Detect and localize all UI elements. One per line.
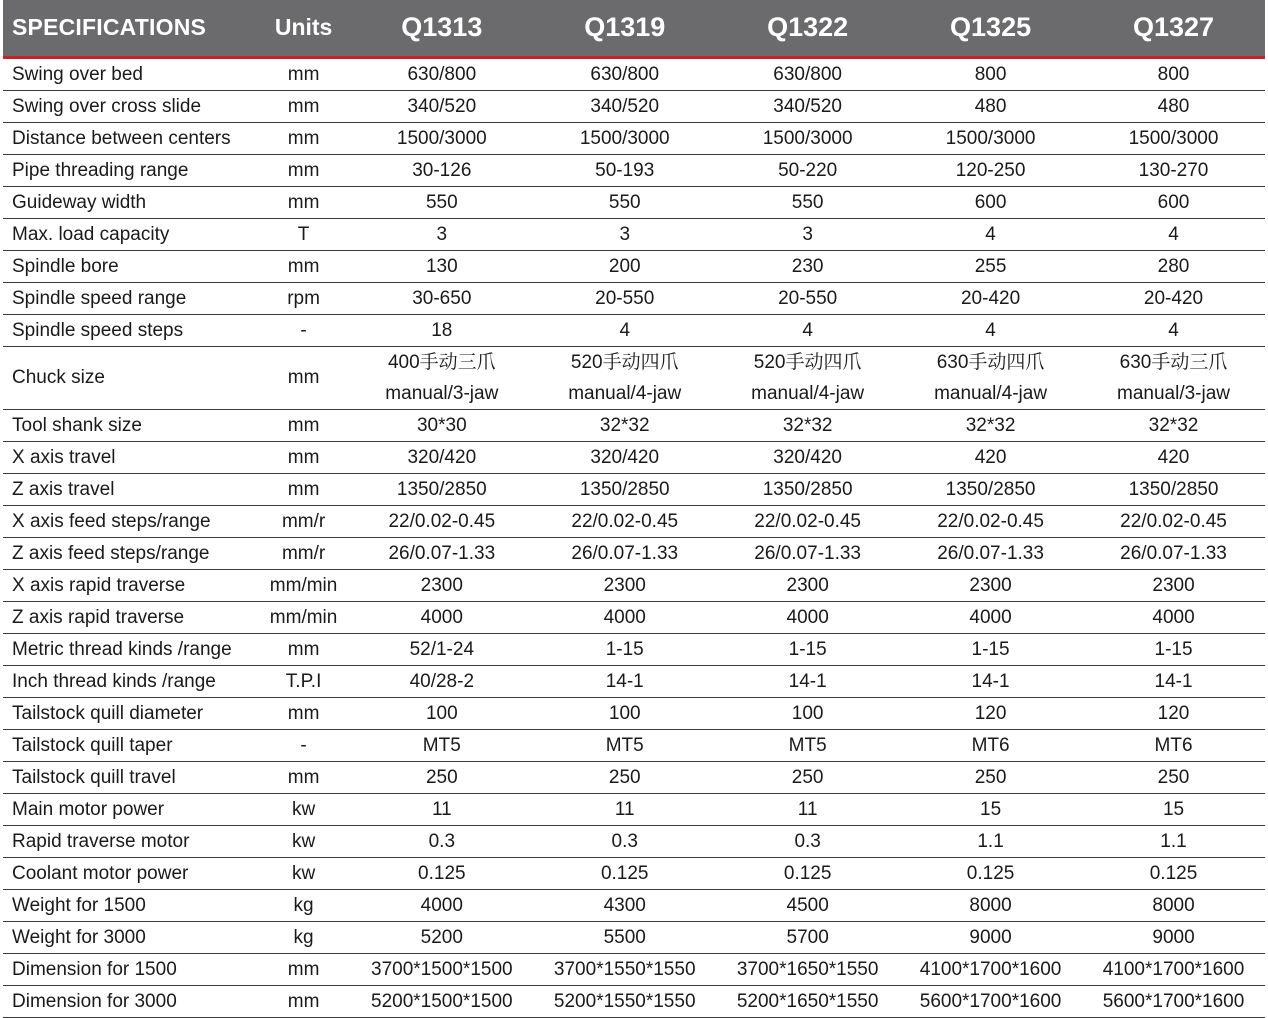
spec-value-cell: 100 — [350, 697, 533, 729]
spec-value-cell: 480 — [899, 90, 1082, 122]
header-model: Q1322 — [716, 0, 899, 57]
spec-value-cell: 1-15 — [899, 633, 1082, 665]
spec-value-cell: 1350/2850 — [1082, 473, 1265, 505]
spec-unit-cell: mm — [257, 473, 351, 505]
spec-value-line: 520手动四爪 — [753, 351, 862, 373]
spec-value-cell: 130-270 — [1082, 154, 1265, 186]
spec-name-cell: Spindle speed range — [3, 282, 257, 314]
spec-unit-cell: mm — [257, 57, 351, 90]
spec-value-line: manual/4-jaw — [568, 382, 682, 404]
spec-name-cell: Spindle bore — [3, 250, 257, 282]
spec-name-cell: X axis feed steps/range — [3, 505, 257, 537]
spec-value-cell: 1500/3000 — [1082, 122, 1265, 154]
spec-value-cell: 5200*1550*1550 — [533, 985, 716, 1017]
spec-unit-cell: mm — [257, 633, 351, 665]
header-model: Q1327 — [1082, 0, 1265, 57]
spec-value-cell: 800 — [899, 57, 1082, 90]
spec-unit-cell: kw — [257, 793, 351, 825]
spec-value-cell: 50-193 — [533, 154, 716, 186]
table-row — [3, 441, 1265, 473]
spec-value-cell: 0.125 — [1082, 857, 1265, 889]
spec-value-cell: 3 — [350, 218, 533, 250]
spec-value-cell: 420 — [899, 441, 1082, 473]
table-row — [3, 250, 1265, 282]
spec-value-cell: 1500/3000 — [533, 122, 716, 154]
spec-value-cell: 800 — [1082, 57, 1265, 90]
spec-value-cell: 1500/3000 — [716, 122, 899, 154]
spec-value-cell: 3 — [716, 218, 899, 250]
table-row — [3, 122, 1265, 154]
spec-value-cell: 14-1 — [1082, 665, 1265, 697]
spec-value-cell: 9000 — [1082, 921, 1265, 953]
spec-value-cell: 8000 — [899, 889, 1082, 921]
header-specifications: SPECIFICATIONS — [3, 0, 257, 57]
spec-value-cell: 5500 — [533, 921, 716, 953]
spec-value-cell: 130 — [350, 250, 533, 282]
table-row — [3, 825, 1265, 857]
spec-value-cell: 5600*1700*1600 — [899, 985, 1082, 1017]
table-header — [3, 0, 1265, 57]
spec-unit-cell: kg — [257, 921, 351, 953]
spec-name-cell: Z axis feed steps/range — [3, 537, 257, 569]
spec-unit-cell: mm/r — [257, 505, 351, 537]
spec-name-cell: Dimension for 1500 — [3, 953, 257, 985]
spec-name-cell: Chuck size — [3, 346, 257, 409]
spec-value-cell: 250 — [899, 761, 1082, 793]
spec-name-cell: Tailstock quill taper — [3, 729, 257, 761]
spec-name-cell: Weight for 3000 — [3, 921, 257, 953]
spec-value-cell: 250 — [716, 761, 899, 793]
spec-value-cell: 30-650 — [350, 282, 533, 314]
spec-value-cell: 18 — [350, 314, 533, 346]
spec-value-cell: 40/28-2 — [350, 665, 533, 697]
spec-value-cell: 32*32 — [1082, 409, 1265, 441]
spec-unit-cell: rpm — [257, 282, 351, 314]
spec-value-cell: 5600*1700*1600 — [1082, 985, 1265, 1017]
spec-value-cell: 50-220 — [716, 154, 899, 186]
spec-name-cell: Inch thread kinds /range — [3, 665, 257, 697]
table-row — [3, 857, 1265, 889]
spec-name-cell: Spindle speed steps — [3, 314, 257, 346]
spec-value-cell — [350, 346, 533, 409]
spec-value-cell: 14-1 — [899, 665, 1082, 697]
spec-value-cell: 255 — [899, 250, 1082, 282]
spec-unit-cell: mm — [257, 985, 351, 1017]
spec-value-cell: 550 — [716, 186, 899, 218]
spec-unit-cell: mm/r — [257, 537, 351, 569]
spec-unit-cell: mm — [257, 346, 351, 409]
table-row — [3, 409, 1265, 441]
table-row — [3, 90, 1265, 122]
spec-name-cell: X axis rapid traverse — [3, 569, 257, 601]
spec-value-cell: MT5 — [350, 729, 533, 761]
spec-name-cell: Metric thread kinds /range — [3, 633, 257, 665]
spec-value-cell: 15 — [899, 793, 1082, 825]
spec-name-cell: Tailstock quill travel — [3, 761, 257, 793]
spec-value-cell: 4 — [1082, 314, 1265, 346]
header-model: Q1325 — [899, 0, 1082, 57]
spec-value-cell: 2300 — [1082, 569, 1265, 601]
spec-value-cell: 0.125 — [716, 857, 899, 889]
spec-value-cell: 120-250 — [899, 154, 1082, 186]
spec-unit-cell: mm — [257, 154, 351, 186]
spec-value-cell: 4 — [899, 314, 1082, 346]
spec-name-cell: Dimension for 3000 — [3, 985, 257, 1017]
spec-name-cell: Guideway width — [3, 186, 257, 218]
spec-value-cell: 1350/2850 — [899, 473, 1082, 505]
table-body — [3, 57, 1265, 1017]
spec-value-cell: 2300 — [716, 569, 899, 601]
spec-unit-cell: kg — [257, 889, 351, 921]
spec-value-cell: 30*30 — [350, 409, 533, 441]
spec-value-cell: 26/0.07-1.33 — [350, 537, 533, 569]
table-row — [3, 953, 1265, 985]
spec-value-cell: 320/420 — [716, 441, 899, 473]
table-row — [3, 282, 1265, 314]
spec-value-cell: 600 — [1082, 186, 1265, 218]
spec-value-line: 630手动三爪 — [1119, 351, 1228, 373]
spec-unit-cell: mm — [257, 250, 351, 282]
spec-unit-cell: - — [257, 729, 351, 761]
spec-value-cell: 100 — [716, 697, 899, 729]
spec-value-cell: 0.3 — [533, 825, 716, 857]
spec-name-cell: Z axis travel — [3, 473, 257, 505]
spec-value-cell: 1350/2850 — [350, 473, 533, 505]
header-model: Q1313 — [350, 0, 533, 57]
table-row — [3, 314, 1265, 346]
spec-value-cell: 3 — [533, 218, 716, 250]
spec-value-cell: 1500/3000 — [350, 122, 533, 154]
spec-value-cell: 1-15 — [1082, 633, 1265, 665]
spec-value-cell: 250 — [533, 761, 716, 793]
spec-value-cell: 4000 — [716, 601, 899, 633]
spec-value-cell: 26/0.07-1.33 — [1082, 537, 1265, 569]
spec-value-cell: 32*32 — [716, 409, 899, 441]
spec-name-cell: Main motor power — [3, 793, 257, 825]
spec-unit-cell: mm — [257, 186, 351, 218]
spec-value-cell: 4000 — [1082, 601, 1265, 633]
header-units: Units — [257, 0, 351, 57]
table-row — [3, 601, 1265, 633]
spec-value-cell: 20-550 — [533, 282, 716, 314]
spec-unit-cell: kw — [257, 857, 351, 889]
spec-value-cell: MT6 — [899, 729, 1082, 761]
spec-value-cell: 22/0.02-0.45 — [899, 505, 1082, 537]
spec-value-cell: 14-1 — [716, 665, 899, 697]
spec-value-cell: 600 — [899, 186, 1082, 218]
spec-value-cell: 32*32 — [899, 409, 1082, 441]
spec-value-cell: 5200*1650*1550 — [716, 985, 899, 1017]
spec-value-cell: 550 — [350, 186, 533, 218]
spec-value-cell: MT5 — [533, 729, 716, 761]
spec-unit-cell: mm — [257, 122, 351, 154]
table-row — [3, 218, 1265, 250]
spec-value-cell: 340/520 — [350, 90, 533, 122]
table-row — [3, 537, 1265, 569]
spec-value-cell: 15 — [1082, 793, 1265, 825]
spec-value-cell: MT6 — [1082, 729, 1265, 761]
spec-name-cell: Pipe threading range — [3, 154, 257, 186]
spec-value-cell: 4000 — [899, 601, 1082, 633]
spec-value-cell: 32*32 — [533, 409, 716, 441]
spec-value-cell: 1-15 — [533, 633, 716, 665]
header-row — [3, 0, 1265, 57]
spec-value-cell: 9000 — [899, 921, 1082, 953]
spec-unit-cell: - — [257, 314, 351, 346]
spec-value-cell: 26/0.07-1.33 — [533, 537, 716, 569]
spec-value-cell: 20-550 — [716, 282, 899, 314]
spec-value-line: 630手动四爪 — [936, 351, 1045, 373]
spec-value-cell: 1350/2850 — [716, 473, 899, 505]
spec-name-cell: Weight for 1500 — [3, 889, 257, 921]
spec-value-cell: 0.125 — [533, 857, 716, 889]
table-row — [3, 985, 1265, 1017]
spec-name-cell: Swing over cross slide — [3, 90, 257, 122]
table-row — [3, 633, 1265, 665]
spec-unit-cell: mm — [257, 953, 351, 985]
spec-value-line: manual/4-jaw — [751, 382, 865, 404]
spec-value-cell: 230 — [716, 250, 899, 282]
table-row — [3, 473, 1265, 505]
spec-unit-cell: T.P.I — [257, 665, 351, 697]
spec-value-cell: 0.3 — [350, 825, 533, 857]
table-row — [3, 186, 1265, 218]
spec-value-cell: 340/520 — [716, 90, 899, 122]
spec-value-cell: 5200 — [350, 921, 533, 953]
spec-value-cell: 4000 — [350, 889, 533, 921]
spec-value-cell: 1-15 — [716, 633, 899, 665]
spec-value-cell: 2300 — [350, 569, 533, 601]
spec-value-line: 400手动三爪 — [387, 351, 496, 373]
spec-value-line: manual/3-jaw — [385, 382, 499, 404]
spec-value-cell: 4 — [899, 218, 1082, 250]
spec-value-cell: 250 — [350, 761, 533, 793]
spec-value-cell: 3700*1500*1500 — [350, 953, 533, 985]
spec-value-cell: 22/0.02-0.45 — [716, 505, 899, 537]
spec-name-cell: Z axis rapid traverse — [3, 601, 257, 633]
spec-value-cell: 5700 — [716, 921, 899, 953]
spec-value-cell: 30-126 — [350, 154, 533, 186]
spec-value-cell — [1082, 346, 1265, 409]
spec-name-cell: X axis travel — [3, 441, 257, 473]
spec-value-cell: 320/420 — [350, 441, 533, 473]
spec-value-cell: 100 — [533, 697, 716, 729]
spec-value-cell: 3700*1550*1550 — [533, 953, 716, 985]
spec-value-cell: 1350/2850 — [533, 473, 716, 505]
spec-name-cell: Distance between centers — [3, 122, 257, 154]
spec-value-line: manual/4-jaw — [934, 382, 1048, 404]
spec-value-cell — [533, 346, 716, 409]
spec-unit-cell: mm — [257, 409, 351, 441]
table-row — [3, 665, 1265, 697]
spec-value-cell: 4 — [716, 314, 899, 346]
table-row — [3, 729, 1265, 761]
spec-name-cell: Tailstock quill diameter — [3, 697, 257, 729]
spec-value-cell: 4300 — [533, 889, 716, 921]
spec-value-cell: 11 — [533, 793, 716, 825]
spec-value-cell: 20-420 — [899, 282, 1082, 314]
spec-value-cell: 280 — [1082, 250, 1265, 282]
spec-value-cell — [899, 346, 1082, 409]
spec-unit-cell: T — [257, 218, 351, 250]
spec-value-cell: 250 — [1082, 761, 1265, 793]
spec-value-cell: 4500 — [716, 889, 899, 921]
spec-value-cell: 11 — [350, 793, 533, 825]
spec-value-cell: 14-1 — [533, 665, 716, 697]
spec-unit-cell: mm/min — [257, 601, 351, 633]
table-row — [3, 921, 1265, 953]
spec-value-cell: 26/0.07-1.33 — [899, 537, 1082, 569]
spec-value-cell: 5200*1500*1500 — [350, 985, 533, 1017]
spec-value-cell: 4 — [533, 314, 716, 346]
spec-value-cell: 8000 — [1082, 889, 1265, 921]
specifications-table — [3, 0, 1265, 1018]
table-row — [3, 346, 1265, 409]
spec-value-cell: 550 — [533, 186, 716, 218]
spec-value-cell: 0.125 — [899, 857, 1082, 889]
spec-name-cell: Coolant motor power — [3, 857, 257, 889]
table-row — [3, 154, 1265, 186]
spec-value-cell: 630/800 — [350, 57, 533, 90]
spec-value-line: manual/3-jaw — [1117, 382, 1231, 404]
spec-value-cell: 120 — [899, 697, 1082, 729]
spec-value-cell — [716, 346, 899, 409]
table-row — [3, 569, 1265, 601]
spec-value-cell: 630/800 — [533, 57, 716, 90]
table-row — [3, 505, 1265, 537]
spec-value-cell: 2300 — [899, 569, 1082, 601]
spec-value-cell: 1.1 — [1082, 825, 1265, 857]
spec-name-cell: Max. load capacity — [3, 218, 257, 250]
spec-value-cell: 0.3 — [716, 825, 899, 857]
table-row — [3, 761, 1265, 793]
spec-value-cell: 480 — [1082, 90, 1265, 122]
spec-value-cell: 4100*1700*1600 — [1082, 953, 1265, 985]
table-row — [3, 889, 1265, 921]
spec-unit-cell: mm — [257, 697, 351, 729]
spec-unit-cell: mm — [257, 441, 351, 473]
spec-value-cell: 0.125 — [350, 857, 533, 889]
spec-unit-cell: mm/min — [257, 569, 351, 601]
spec-unit-cell: mm — [257, 761, 351, 793]
spec-value-cell: 420 — [1082, 441, 1265, 473]
spec-value-cell: 4000 — [533, 601, 716, 633]
spec-value-cell: 26/0.07-1.33 — [716, 537, 899, 569]
spec-value-line: 520手动四爪 — [570, 351, 679, 373]
spec-value-cell: 11 — [716, 793, 899, 825]
spec-value-cell: 4100*1700*1600 — [899, 953, 1082, 985]
spec-name-cell: Tool shank size — [3, 409, 257, 441]
spec-value-cell: 120 — [1082, 697, 1265, 729]
spec-value-cell: 4000 — [350, 601, 533, 633]
spec-name-cell: Swing over bed — [3, 57, 257, 90]
spec-value-cell: 4 — [1082, 218, 1265, 250]
spec-name-cell: Rapid traverse motor — [3, 825, 257, 857]
spec-value-cell: 1500/3000 — [899, 122, 1082, 154]
spec-unit-cell: mm — [257, 90, 351, 122]
spec-value-cell: 200 — [533, 250, 716, 282]
spec-value-cell: 320/420 — [533, 441, 716, 473]
spec-value-cell: 20-420 — [1082, 282, 1265, 314]
spec-value-cell: 630/800 — [716, 57, 899, 90]
spec-value-cell: 22/0.02-0.45 — [1082, 505, 1265, 537]
spec-value-cell: 22/0.02-0.45 — [350, 505, 533, 537]
spec-value-cell: 2300 — [533, 569, 716, 601]
spec-value-cell: 3700*1650*1550 — [716, 953, 899, 985]
spec-value-cell: MT5 — [716, 729, 899, 761]
table-row — [3, 793, 1265, 825]
spec-value-cell: 340/520 — [533, 90, 716, 122]
spec-value-cell: 52/1-24 — [350, 633, 533, 665]
header-model: Q1319 — [533, 0, 716, 57]
spec-value-cell: 1.1 — [899, 825, 1082, 857]
table-row — [3, 57, 1265, 90]
table-row — [3, 697, 1265, 729]
spec-unit-cell: kw — [257, 825, 351, 857]
spec-value-cell: 22/0.02-0.45 — [533, 505, 716, 537]
